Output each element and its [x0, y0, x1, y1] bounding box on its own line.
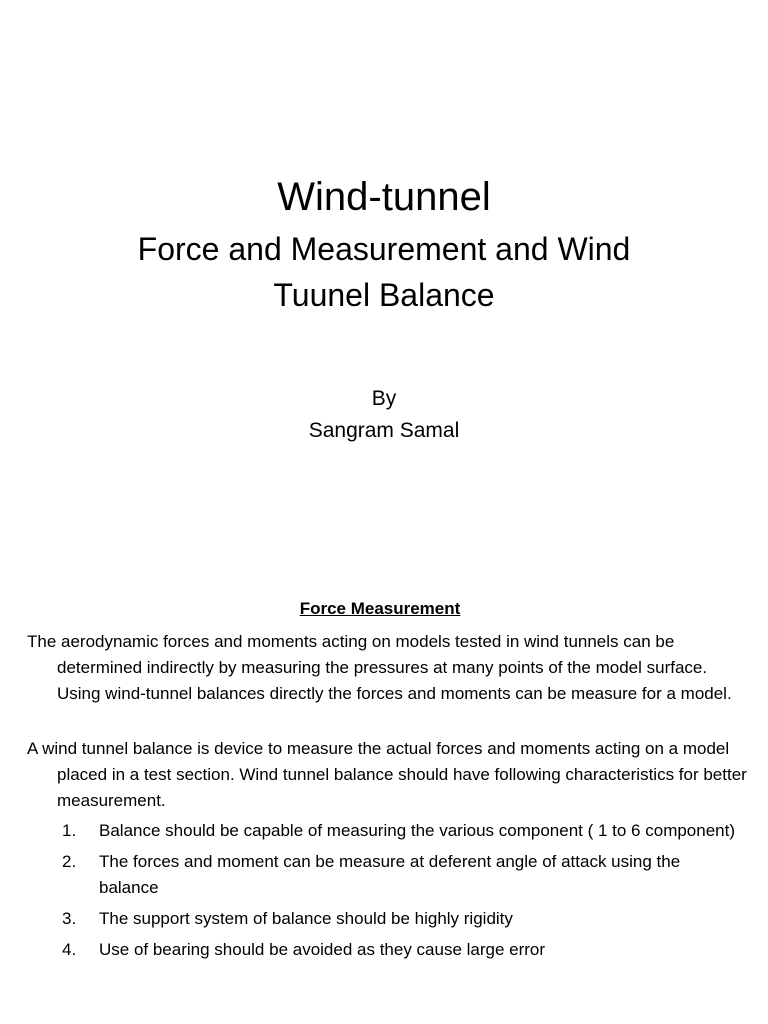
list-text: Balance should be capable of measuring the various component ( 1 to 6 component): [99, 821, 736, 840]
paragraph-forces: The aerodynamic forces and moments acting on models tested in wind tunnels can be determined indirectly by measuring the pressures at many points of the model surface. Using wind-tunnel balances directly the forces and moments can be measure for a model.: [27, 632, 732, 703]
list-number: 3.: [62, 909, 77, 928]
subtitle-line-2: Tuunel Balance: [273, 277, 495, 313]
list-text: The forces and moment can be measure at deferent angle of attack using the balance: [99, 852, 681, 897]
author-name: Sangram Samal: [308, 419, 460, 442]
list-item: [62, 906, 742, 932]
list-number: 4.: [62, 940, 77, 959]
paragraph-balance: A wind tunnel balance is device to measure the actual forces and moments acting on a model placed in a test section. Wind tunnel balance should have following characteristics for better measurement.: [27, 739, 747, 810]
slide-subtitle: [0, 226, 768, 318]
list-item: [62, 937, 742, 963]
list-number: 1.: [62, 821, 77, 840]
section-heading: Force Measurement: [299, 599, 461, 618]
list-item: [62, 818, 742, 844]
list-text: The support system of balance should be highly rigidity: [99, 909, 513, 928]
byline: [0, 383, 768, 447]
list-number: 2.: [62, 852, 77, 871]
by-label: By: [371, 387, 397, 410]
characteristics-list: [62, 818, 742, 968]
subtitle-line-1: Force and Measurement and Wind: [137, 231, 631, 267]
slide-title: Wind-tunnel: [277, 175, 491, 219]
content-slide: [0, 576, 768, 1024]
list-text: Use of bearing should be avoided as they cause large error: [99, 940, 546, 959]
list-item: [62, 849, 742, 901]
